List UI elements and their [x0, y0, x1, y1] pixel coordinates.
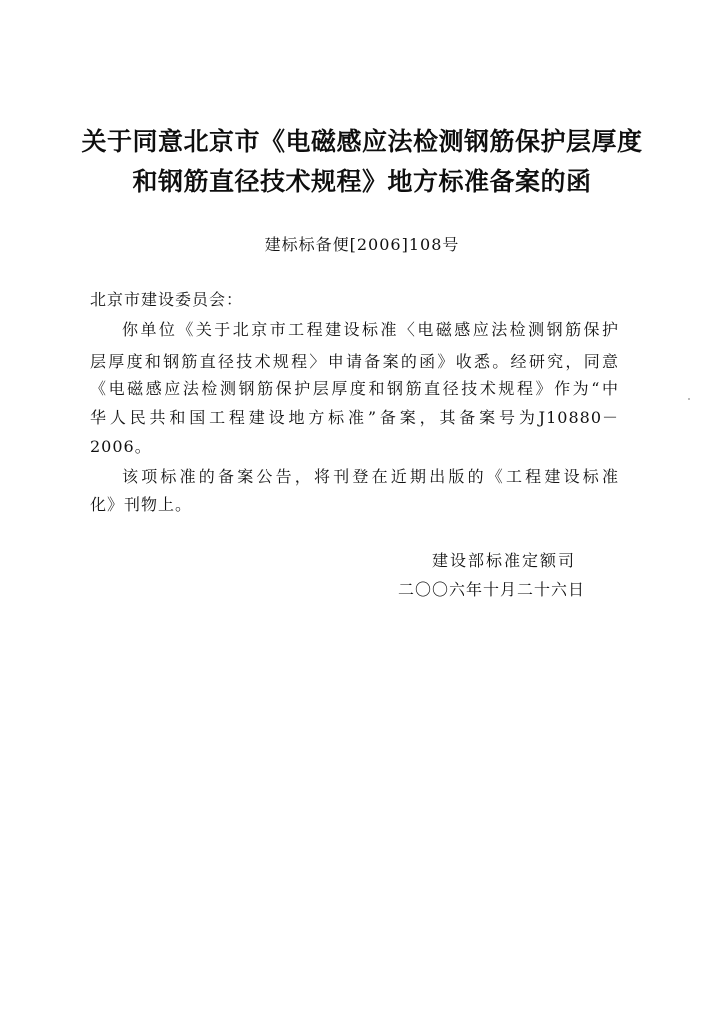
- paragraph-1-line: 《电磁感应法检测钢筋保护层厚度和钢筋直径技术规程》作为“中: [90, 379, 619, 398]
- paragraph-2-line: 化》刊物上。: [90, 495, 193, 514]
- document-title-line-2: 和钢筋直径技术规程》地方标准备案的函: [132, 167, 592, 196]
- signature-date: 二〇〇六年十月二十六日: [398, 580, 586, 599]
- signature-organization: 建设部标准定额司: [432, 551, 577, 570]
- salutation: 北京市建设委员会：: [90, 290, 244, 309]
- document-number: 建标标备便[2006]108号: [264, 235, 460, 254]
- paragraph-1-line: 你单位《关于北京市工程建设标准〈电磁感应法检测钢筋保护: [122, 320, 619, 339]
- paragraph-2-line: 该项标准的备案公告，将刊登在近期出版的《工程建设标准: [122, 467, 619, 486]
- scan-speck: [688, 398, 690, 400]
- document-title-line-1: 关于同意北京市《电磁感应法检测钢筋保护层厚度: [81, 127, 643, 156]
- paragraph-1-line: 华人民共和国工程建设地方标准”备案，其备案号为J10880－: [90, 408, 619, 427]
- paragraph-1-line: 2006。: [90, 437, 152, 456]
- paragraph-1-line: 层厚度和钢筋直径技术规程〉申请备案的函》收悉。经研究，同意: [90, 352, 619, 371]
